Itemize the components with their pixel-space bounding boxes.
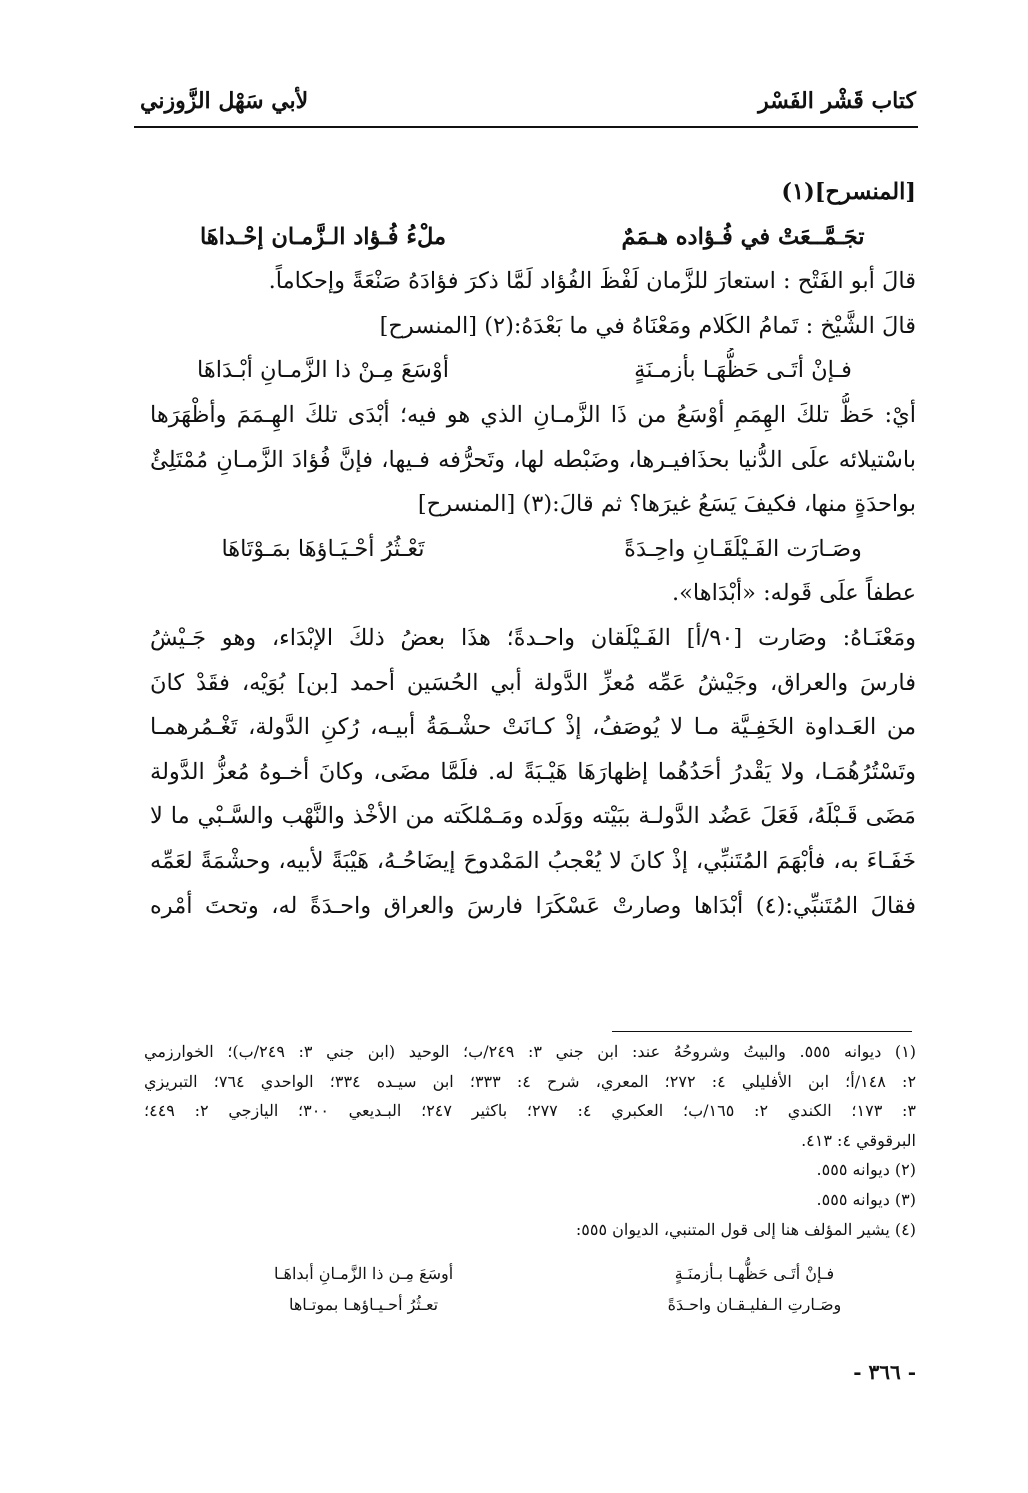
footnote-verses xyxy=(210,1258,908,1320)
paragraph-line: قالَ أبو الفَتْح : استعارَ للزَّمان لَفْظَ الفُؤاد لَمَّا ذكرَ فؤادَهُ صَنْعَةً وإحكاماً. xyxy=(268,268,916,295)
verse-line xyxy=(150,215,916,260)
verse-first-hemistich: وصَـارتِ الـفليـقـان واحـدَةً xyxy=(667,1295,842,1314)
main-text xyxy=(150,170,916,928)
footnote-2: (٢) ديوانه ٥٥٥. xyxy=(816,1160,916,1180)
paragraph-line: من العَـداوة الخَفِـيَّة مـا لا يُوصَفُ، إذْ كـانَتْ حشْـمَةُ أبيـه، رُكنِ الدَّولة، تَغْـمُرهمـا xyxy=(150,714,916,741)
paragraph-line: مَضَى قَـبْلَهُ، فَعَلَ عَضُد الدَّولـة ببَيْته ووَلَده ومَـمْلكَته من الأخْذ والنَّهْب والسَّـبْي ما لا xyxy=(150,803,916,830)
footnote-verse-line xyxy=(210,1289,908,1320)
paragraph-line: فارسَ والعراق، وجَيْشُ عَمِّه مُعزِّ الدَّولة أبي الحُسَين أحمد [بن] بُوَيْه، فقَدْ كانَ xyxy=(150,669,916,696)
verse-second-hemistich: ملْءُ فُـؤاد الـزَّمـان إحْـداهَا xyxy=(199,223,447,250)
verse-line xyxy=(150,348,916,393)
author-name: لأبي سَهْل الزَّوزني xyxy=(140,88,309,114)
verse-second-hemistich: تَعْـثُرُ أحْـيَـاؤهَا بمَـوْتَاهَا xyxy=(221,535,425,562)
verse-first-hemistich: تجَـمَّــعَتْ في فُـؤاده هـمَمٌ xyxy=(621,223,865,250)
footnote-1-continued: ٢: ١٤٨/أ؛ ابن الأفليلي ٤: ٢٧٢؛ المعري، شرح ٤: ٣٣٣؛ ابن سيـده ٣٣٤؛ الواحدي ٧٦٤؛ التبريزي xyxy=(144,1071,916,1091)
page-number: - ٣٦٦ - xyxy=(853,1360,916,1384)
paragraph-line: باسْتيلائه علَى الدُّنيا بحذَافيـرها، وضَبْطه لها، وتَحرُّفه فـيها، فإنَّ فُؤادَ الزَّمـانِ مُمْتَلِئٌ xyxy=(150,446,916,473)
verse-first-hemistich: فـإنْ أتَـى حَظُّهَـا بأزمـنَةٍ xyxy=(634,357,852,384)
footnote-verse-line xyxy=(210,1258,908,1289)
verse-line xyxy=(150,527,916,572)
paragraph-line: خَفَـاءَ به، فأبْهَمَ المُتَنبِّي، إذْ كانَ لا يُعْجبُ المَمْدوحَ إيضَاحُـهُ، هَيْبَةً لأبيه، وحشْمَةً لعَمِّه xyxy=(150,847,916,874)
paragraph-line: بواحدَةٍ منها، فكيفَ يَسَعُ غيرَها؟ ثم قالَ:(٣) [المنسرح] xyxy=(417,491,916,518)
paragraph-line: ومَعْنَـاهُ: وصَارت [٩٠/أ] الفَـيْلَقان واحـدةً؛ هذَا بعضُ ذلكَ الإبْدَاء، وهو جَـيْشُ xyxy=(150,624,916,651)
verse-first-hemistich: وصَـارَت الفَـيْلَقَـانِ واحِـدَةً xyxy=(624,535,862,562)
verse-second-hemistich: تعـثُرُ أحـيـاؤهـا بموتـاها xyxy=(288,1295,439,1314)
paragraph-line: فقالَ المُتَنبِّي:(٤) أبْدَاها وصارتْ عَسْكَرَا فارسَ والعراق واحـدَةً له، وتحتَ أمْره xyxy=(150,892,916,919)
footnote-1-continued: ٣: ١٧٣؛ الكندي ٢: ١٦٥/ب؛ العكبري ٤: ٢٧٧؛ باكثير ٢٤٧؛ البـديعي ٣٠٠؛ اليازجي ٢: ٤٤٩؛ xyxy=(144,1101,916,1121)
meter-label: [المنسرح](١) xyxy=(781,179,916,205)
verse-second-hemistich: أوسَعَ مِـن ذا الزَّمـانِ أبداهَـا xyxy=(273,1264,454,1283)
paragraph-line: وتَسْتُرُهُمَـا، ولا يَقْدرُ أحَدُهُما إظهارَهَا هَيْـبَةً له. فلَمَّا مضَى، وكانَ أخـوهُ مُعزُّ الدَّولة xyxy=(150,758,916,785)
running-header xyxy=(140,82,916,122)
paragraph-line: أيْ: حَظُّ تلكَ الهِمَمِ أوْسَعُ من ذَا الزَّمـانِ الذي هو فيه؛ أبْدَى تلكَ الهِـمَمَ وأظْهَرَها xyxy=(150,401,916,428)
footnotes xyxy=(144,1037,916,1244)
paragraph-line: عطفاً علَى قَوله: «أبْدَاها». xyxy=(671,580,916,607)
paragraph-line: قالَ الشَّيْخ : تَمامُ الكَلام ومَعْنَاهُ في ما بَعْدَهُ:(٢) [المنسرح] xyxy=(379,312,916,339)
footnote-1-continued: البرقوقي ٤: ٤١٣. xyxy=(801,1130,916,1150)
footnote-1: (١) ديوانه ٥٥٥. والبيتُ وشروحُهُ عند: ابن جني ٣: ٢٤٩/ب؛ الوحيد (ابن جني ٣: ٢٤٩/ب)؛ الخوارزمي xyxy=(144,1042,916,1061)
book-title: كتاب قَشْر الفَسْر xyxy=(758,88,916,114)
verse-second-hemistich: أوْسَعَ مِـنْ ذا الزَّمـانِ أبْـدَاهَا xyxy=(196,357,450,384)
footnote-4: (٤) يشير المؤلف هنا إلى قول المتنبي، الديوان ٥٥٥: xyxy=(575,1219,916,1239)
footnote-divider xyxy=(612,1031,912,1032)
verse-first-hemistich: فـإنْ أتَـى حَظُّهـا بـأزمنَـةٍ xyxy=(674,1264,835,1283)
footnote-3: (٣) ديوانه ٥٥٥. xyxy=(816,1189,916,1209)
header-divider xyxy=(134,126,918,128)
